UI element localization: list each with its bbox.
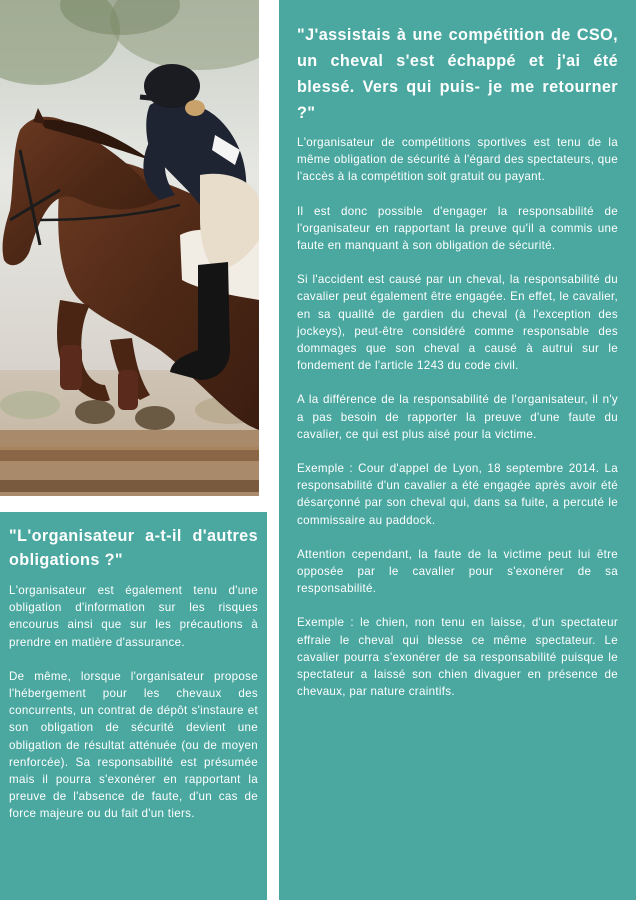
left-heading: "L'organisateur a-t-il d'autres obligations ?" [9, 527, 258, 569]
right-panel [279, 0, 636, 900]
right-paragraph-4: A la différence de la responsabilité de l'organisateur, il n'y a pas besoin de rapporter la preuve d'une faute du cavalier, ce qui est plus aisé pour la victime. [297, 393, 618, 441]
right-paragraph-1: L'organisateur de compétitions sportives est tenu de la même obligation de sécurité à l'égard des spectateurs, que l'accès à la compétition soit gratuit ou payant. [297, 136, 618, 184]
right-paragraph-3: Si l'accident est causé par un cheval, la responsabilité du cavalier peut également être engagée. En effet, le cavalier, en sa qualité de gardien du cheval (à l'exception des jockeys), peut-être considéré comme responsable des dommages que son cheval a causé à autrui sur le fondement de l'article 1243 du code civil. [297, 273, 618, 373]
right-heading: "J'assistais à une compétition de CSO, un cheval s'est échappé et j'ai été blessé. Vers qui puis- je me retourner ?" [297, 26, 618, 122]
right-paragraph-2: Il est donc possible d'engager la responsabilité de l'organisateur en rapportant la preuve qu'il a commis une faute en manquant à son obligation de sécurité. [297, 204, 618, 253]
left-paragraph-2: De même, lorsque l'organisateur propose l'hébergement pour les chevaux des concurrents, un contrat de dépôt s'instaure et son obligation de sécurité devient une obligation de résultat atténuée (ou de moyen renforcée). Sa responsabilité est présumée mais il pourra s'exonérer en rapportant la preuve de l'absence de faute, d'un cas de force majeure ou du fait d'un tiers. [9, 669, 258, 821]
horse-rider-illustration [0, 0, 259, 496]
left-panel [0, 512, 267, 900]
right-paragraph-5: Exemple : Cour d'appel de Lyon, 18 septembre 2014. La responsabilité d'un cavalier a été engagée après avoir été désarçonné par son cheval qui, dans sa fuite, a percuté le commissaire au paddock. [297, 462, 618, 527]
horse-jump-photo [0, 0, 259, 496]
left-paragraph-1: L'organisateur est également tenu d'une obligation d'information sur les risques encourus ainsi que sur les précautions à prendre en matière d'assurance. [9, 584, 258, 649]
right-paragraph-7: Exemple : le chien, non tenu en laisse, d'un spectateur effraie le cheval qui blesse ce même spectateur. Le cavalier pourra s'exonérer de sa responsabilité puisque le spectateur a laissé son chien divaguer en présence de chevaux, par nature craintifs. [297, 616, 618, 699]
right-paragraph-6: Attention cependant, la faute de la victime peut lui être opposée par le cavalier pour s'exonérer de sa responsabilité. [297, 547, 618, 596]
